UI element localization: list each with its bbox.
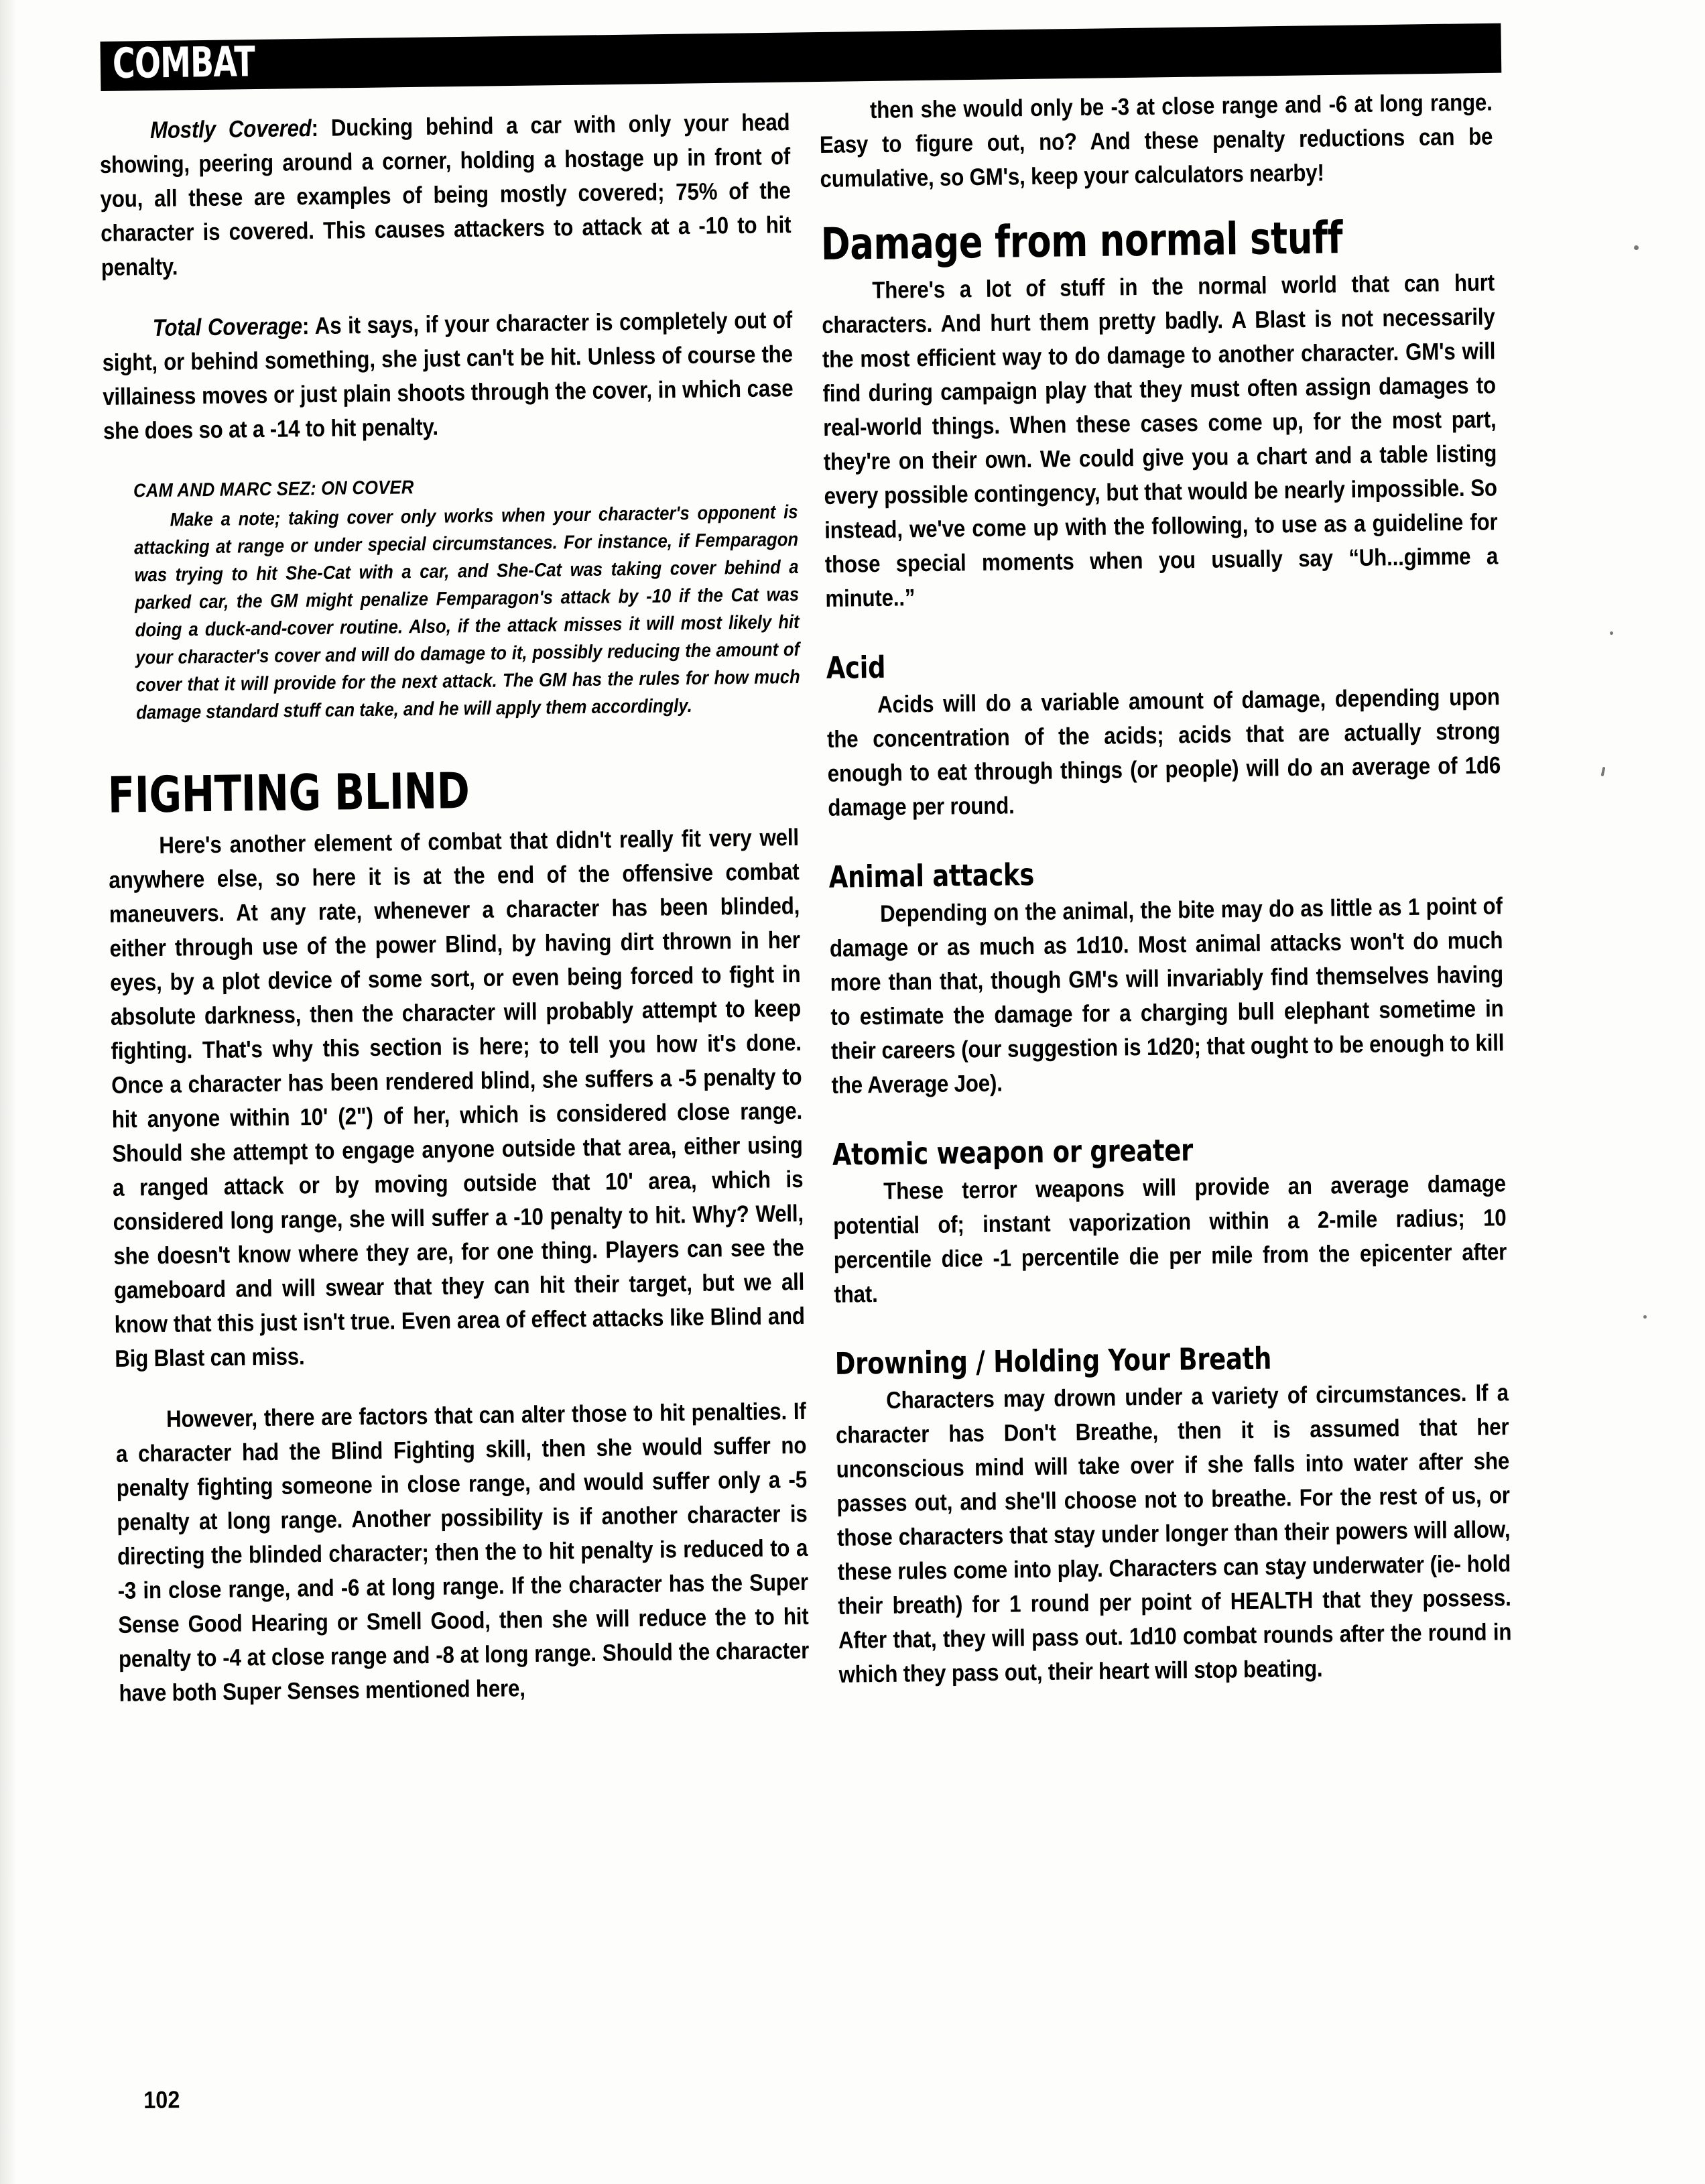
heading-drowning-holding-your-breath: Drowning / Holding Your Breath bbox=[834, 1340, 1272, 1382]
page-number: 102 bbox=[143, 2085, 180, 2114]
paragraph-drowning: Characters may drown under a variety of circumstances. If a character has Don't Breathe, then it is assumed that her unconscious mind will take over if she falls into water after she passes out, and she'll choose not to breathe. For the rest of us, or those characters that stay under longer than their powers will allow, these rules come into play. Characters can stay underwater (ie- hold their breath) for 1 round per point of HEALTH that they possess. After that, they will pass out. 1d10 combat rounds after the round in which they pass out, their heart will stop beating. bbox=[835, 1379, 1512, 1688]
scan-speck bbox=[1634, 245, 1639, 250]
scan-edge-shadow bbox=[0, 0, 17, 2184]
cam-and-marc-sez-sidebar bbox=[104, 469, 802, 727]
sidebar-heading: CAM AND MARC SEZ: ON COVER bbox=[133, 477, 414, 502]
paragraph-total-coverage bbox=[102, 303, 794, 448]
paragraph-fighting-blind-1: Here's another element of combat that didn't really fit very well anywhere else, so here it is at the end of the offensive combat maneuvers. At any rate, whenever a character has been blinded, either through use of the power Blind, by having dirt thrown in her eyes, by a plot device of some sort, or even being forced to fight in absolute darkness, then the character will probably attempt to keep fighting. That's why this section is here; to tell you how it's done. Once a character has been rendered blind, she suffers a -5 penalty to hit anyone within 10' (2") of her, which is considered close range. Should she attempt to engage anyone outside that area, either using a ranged attack or by moving outside that 10' area, which is considered long range, she will suffer a -10 penalty to hit. Why? Well, she doesn't know where they are, for one thing. Players can see the gameboard and will swear that they can hit their target, but we all know that this just isn't true. Even area of effect attacks like Blind and Big Blast can miss. bbox=[109, 823, 806, 1372]
paragraph-continuation: then she would only be -3 at close range and -6 at long range. Easy to figure out, no? And these penalty reductions can be cumulative, so GM's, keep your calculators nearby! bbox=[819, 88, 1493, 192]
heading-animal-attacks: Animal attacks bbox=[828, 857, 1035, 895]
paragraph-total-coverage-text: : As it says, if your character is completely out of sight, or behind something, she just can't be hit. Unless of course the villainess moves or just plain shoots through the cover, in which case she does so at a -14 to hit penalty. bbox=[102, 306, 794, 444]
scan-speck bbox=[1643, 1315, 1647, 1319]
paragraph-acid: Acids will do a variable amount of damage, depending upon the concentration of the acids; acids that are actually strong enough to eat through things (or people) will do an average of 1d6 damage per round. bbox=[826, 683, 1501, 821]
paragraph-mostly-covered-text: : Ducking behind a car with only your head showing, peering around a corner, holding a hostage up in front of you, all these are examples of being mostly covered; 75% of the character is covered. This causes attackers to attack at a -10 to hit penalty. bbox=[99, 109, 792, 281]
page-title: COMBAT bbox=[112, 37, 255, 88]
heading-fighting-blind: FIGHTING BLIND bbox=[107, 762, 470, 825]
right-column bbox=[819, 85, 1516, 1692]
heading-acid: Acid bbox=[826, 649, 886, 686]
lead-in-mostly-covered: Mostly Covered bbox=[149, 115, 312, 144]
sidebar-text: Make a note; taking cover only works when your character's opponent is attacking at range or under special circumstances. For instance, if Femparagon was trying to hit She-Cat with a car, and She-Cat was taking cover behind a parked car, the GM might penalize Femparagon's attack by -10 if the Cat was doing a duck-and-cover routine. Also, if the attack misses it will most likely hit your character's cover and will do damage to it, possibly reducing the amount of cover that it will provide for the next attack. The GM has the rules for how much damage standard stuff can take, and he will apply them accordingly. bbox=[133, 501, 800, 724]
heading-atomic-weapon-or-greater: Atomic weapon or greater bbox=[832, 1132, 1194, 1172]
combat-header-banner bbox=[101, 23, 1502, 91]
paragraph-damage-intro: There's a lot of stuff in the normal world that can hurt characters. And hurt them pretty badly. A Blast is not necessarily the most efficient way to do damage to another character. GM's will find during campaign play that they must often assign damages to real-world things. When these cases come up, for the most part, they're on their own. We could give you a chart and a table listing every possible contingency, but that would be nearly impossible. So instead, we've come up with the following, to use as a guideline for those special moments when you usually say “Uh...gimme a minute..” bbox=[822, 269, 1499, 612]
lead-in-total-coverage: Total Coverage bbox=[152, 312, 303, 342]
left-column bbox=[99, 105, 814, 1711]
heading-damage-from-normal-stuff: Damage from normal stuff bbox=[820, 212, 1343, 270]
paragraph-atomic-weapon: These terror weapons will provide an average damage potential of; instant vaporization within a 2-mile radius; 10 percentile dice -1 percentile die per mile from the epicenter after that. bbox=[832, 1170, 1507, 1308]
paragraph-fighting-blind-2: However, there are factors that can alter those to hit penalties. If a character had the Blind Fighting skill, then she would suffer no penalty fighting someone in close range, and would suffer only a -5 penalty at long range. Another possibility is if another character is directing the blinded character; then the to hit penalty is reduced to a -3 in close range, and -6 at long range. If the character has the Super Sense Good Hearing or Smell Good, then she will reduce the to hit penalty to -4 at close range and -8 at long range. Should the character have both Super Senses mentioned here, bbox=[115, 1397, 810, 1707]
paragraph-animal-attacks: Depending on the animal, the bite may do as little as 1 point of damage or as much as 1d10. Most animal attacks won't do much more than that, though GM's will invariably find themselves having to estimate the damage for a charging bull elephant sometime in their careers (our suggestion is 1d20; that ought to be enough to kill the Average Joe). bbox=[829, 892, 1505, 1099]
scan-speck bbox=[1601, 767, 1606, 777]
scan-speck bbox=[1610, 631, 1613, 635]
paragraph-mostly-covered bbox=[99, 105, 792, 285]
